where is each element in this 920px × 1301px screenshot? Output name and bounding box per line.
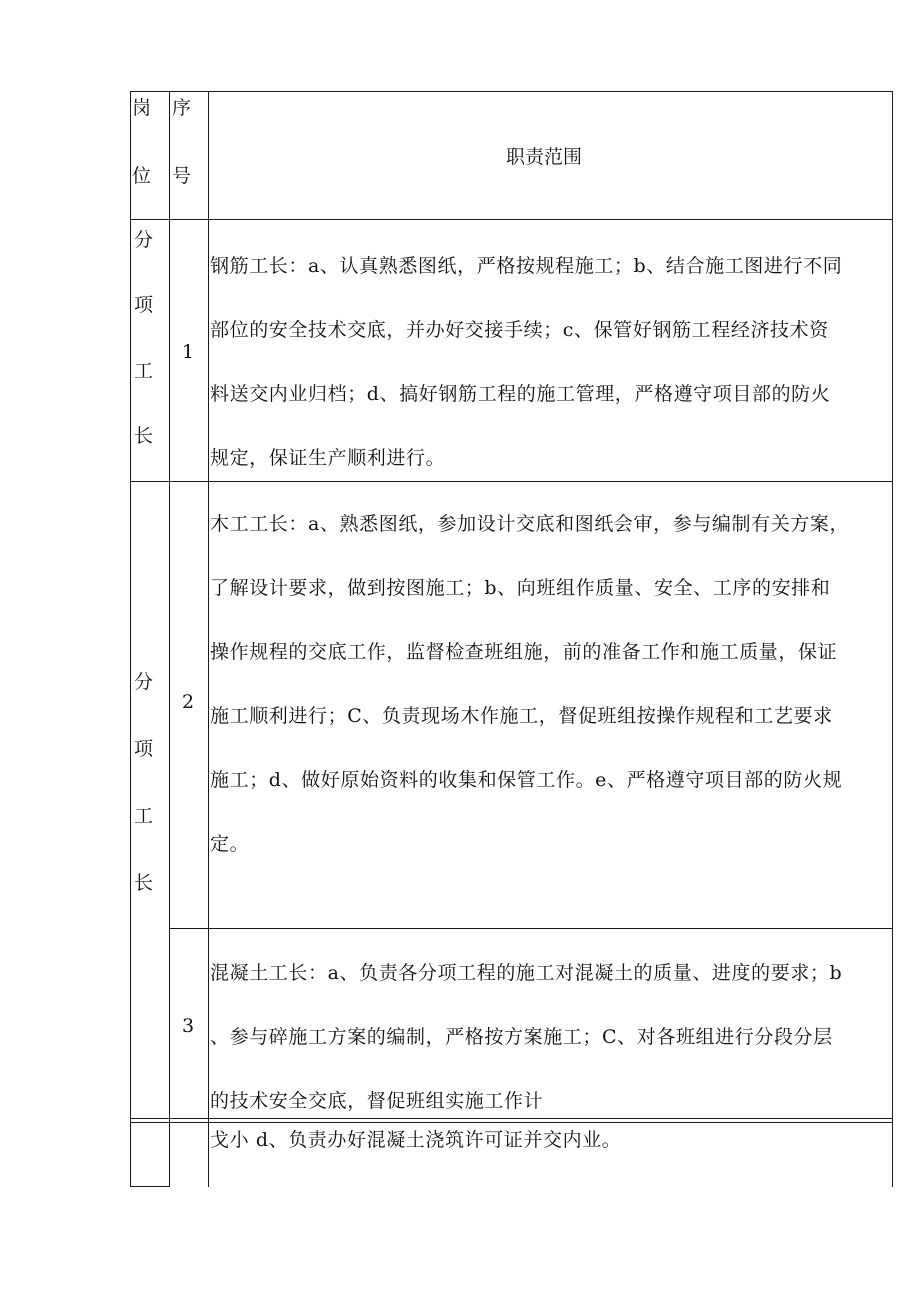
row3-line-3: 的技术安全交底，督促班组实施工作计 xyxy=(210,1090,544,1112)
header-seq-char-2: 号 xyxy=(172,165,192,187)
row2-seq: 2 xyxy=(182,691,195,713)
row2-line-1: 木工工长：a、熟悉图纸，参加设计交底和图纸会审，参与编制有关方案， xyxy=(210,513,850,535)
row1-seq: 1 xyxy=(182,341,195,363)
row2-line-2: 了解设计要求，做到按图施工；b、向班组作质量、安全、工序的安排和 xyxy=(210,577,831,599)
col-divider-seq xyxy=(208,91,209,1187)
row1-line-2: 部位的安全技术交底，并办好交接手续；c、保管好钢筋工程经济技术资 xyxy=(210,319,829,341)
header-divider xyxy=(130,219,893,220)
row1-content xyxy=(210,234,895,490)
row2-line-4: 施工顺利进行；C、负责现场木作施工，督促班组按操作规程和工艺要求 xyxy=(210,705,833,727)
header-seq-char-1: 序 xyxy=(172,97,192,119)
header-scope: 职责范围 xyxy=(506,146,583,168)
row1-post-char-1: 分 xyxy=(134,229,154,251)
row2-post-char-4: 长 xyxy=(134,872,154,894)
row4-content xyxy=(210,1108,895,1172)
row2-post-char-3: 工 xyxy=(134,805,154,827)
row1-post-char-2: 项 xyxy=(134,294,154,316)
row3-seq: 3 xyxy=(182,1015,195,1037)
row2-line-6: 定。 xyxy=(210,833,250,855)
row1-line-4: 规定，保证生产顺利进行。 xyxy=(210,447,446,469)
row1-post-char-3: 工 xyxy=(134,360,154,382)
col-border-left xyxy=(130,91,131,1187)
row3-content xyxy=(210,941,895,1133)
row2-line-3: 操作规程的交底工作，监督检查班组施，前的准备工作和施工质量，保证 xyxy=(210,641,838,663)
row1-post-char-4: 长 xyxy=(134,425,154,447)
table-border-top xyxy=(130,91,893,92)
row3-line-1: 混凝土工长：a、负责各分项工程的施工对混凝土的质量、进度的要求；b xyxy=(210,962,843,984)
row2-post-char-2: 项 xyxy=(134,738,154,760)
row2-3-divider xyxy=(170,928,893,929)
row2-post-char-1: 分 xyxy=(134,671,154,693)
row2-content xyxy=(210,492,895,876)
header-post-char-2: 位 xyxy=(132,165,152,187)
header-post-char-1: 岗 xyxy=(132,97,152,119)
col-divider-post xyxy=(169,91,170,1187)
row3-line-2: 、参与碎施工方案的编制，严格按方案施工；C、对各班组进行分段分层 xyxy=(210,1026,833,1048)
row4-line-1: 戈小 d、负责办好混凝土浇筑许可证并交内业。 xyxy=(210,1129,622,1151)
row1-line-3: 料送交内业归档；d、搞好钢筋工程的施工管理，严格遵守项目部的防火 xyxy=(210,383,831,405)
table-border-bottom-left xyxy=(130,1186,170,1187)
row2-line-5: 施工；d、做好原始资料的收集和保管工作。e、严格遵守项目部的防火规 xyxy=(210,769,843,791)
row1-line-1: 钢筋工长：a、认真熟悉图纸，严格按规程施工；b、结合施工图进行不同 xyxy=(210,255,843,277)
